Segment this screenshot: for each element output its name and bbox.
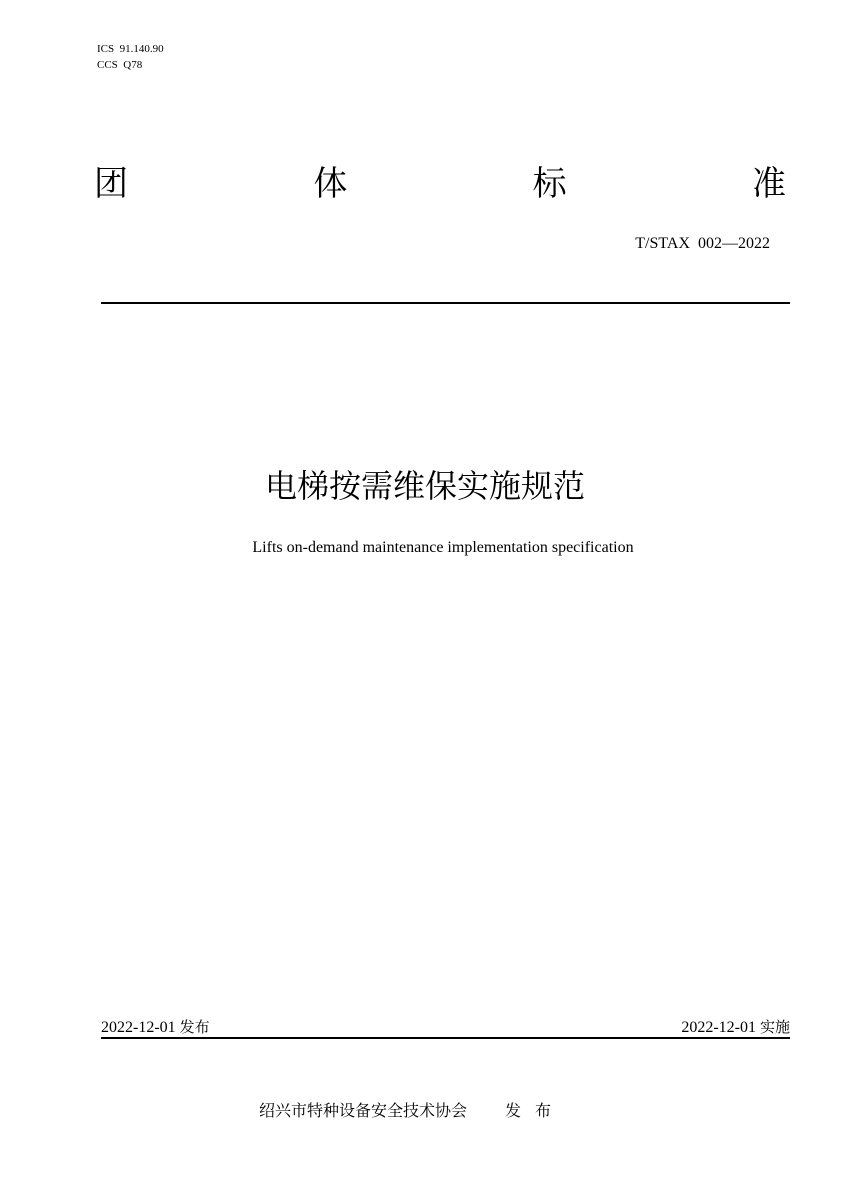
release-date-value: 2022-12-01: [101, 1019, 176, 1036]
ics-code: ICS 91.140.90: [97, 43, 164, 55]
ccs-code: CCS Q78: [97, 59, 143, 71]
implement-date: [681, 1017, 790, 1038]
standard-type-heading: [94, 162, 786, 206]
top-divider: [101, 302, 790, 304]
release-date-label: 发布: [179, 1018, 210, 1036]
document-title-chinese: 电梯按需维保实施规范: [264, 467, 585, 505]
implement-date-value: 2022-12-01: [681, 1019, 756, 1036]
classification-codes: [97, 41, 164, 73]
standard-type-char: 体: [313, 164, 348, 204]
release-date: [101, 1017, 210, 1038]
document-title-english: Lifts on-demand maintenance implementation specification: [252, 539, 634, 556]
publisher-issue-label: 发布: [505, 1101, 566, 1120]
implement-date-label: 实施: [759, 1018, 790, 1036]
bottom-divider: [101, 1037, 790, 1039]
publisher-line: [259, 1101, 565, 1121]
standard-type-char: 标: [532, 164, 567, 204]
publisher-name: 绍兴市特种设备安全技术协会: [259, 1101, 468, 1120]
standard-type-char: 准: [751, 164, 786, 204]
date-row: [101, 1017, 790, 1038]
standard-type-char: 团: [94, 164, 128, 204]
standard-code: T/STAX 002—2022: [635, 235, 770, 252]
